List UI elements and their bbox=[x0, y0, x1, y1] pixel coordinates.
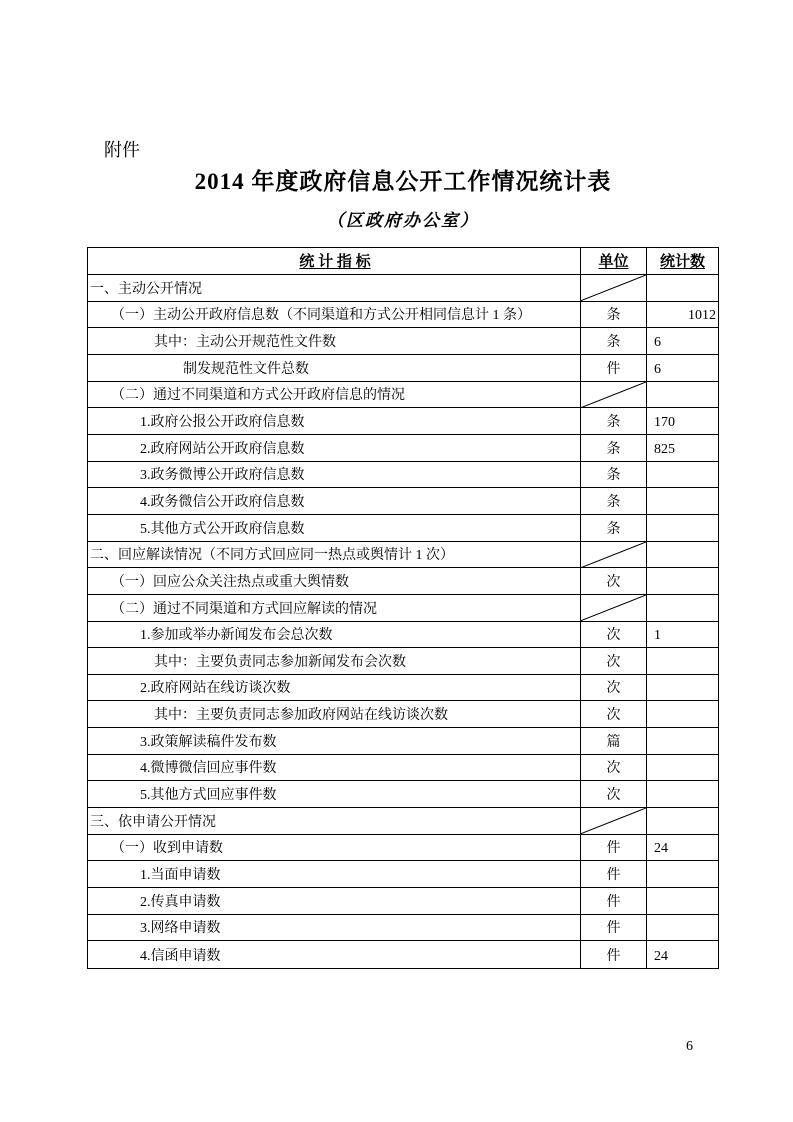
diagonal-slash bbox=[581, 595, 646, 621]
row-value bbox=[647, 382, 718, 409]
row-unit: 次 bbox=[581, 781, 647, 808]
row-unit: 件 bbox=[581, 888, 647, 915]
row-value bbox=[647, 542, 718, 569]
row-value bbox=[647, 648, 718, 675]
row-label: 2.传真申请数 bbox=[88, 888, 581, 915]
table-header-indicator-text: 统 计 指 标 bbox=[299, 254, 371, 270]
row-label: 2.政府网站在线访谈次数 bbox=[88, 675, 581, 702]
row-unit: 条 bbox=[581, 302, 647, 329]
row-unit: 次 bbox=[581, 701, 647, 728]
row-unit: 条 bbox=[581, 328, 647, 355]
row-unit: 次 bbox=[581, 622, 647, 649]
row-label: 1.当面申请数 bbox=[88, 861, 581, 888]
row-value: 6 bbox=[647, 328, 718, 355]
row-unit: 次 bbox=[581, 568, 647, 595]
row-label: 4.微博微信回应事件数 bbox=[88, 755, 581, 782]
row-label: 2.政府网站公开政府信息数 bbox=[88, 435, 581, 462]
row-label: 5.其他方式回应事件数 bbox=[88, 781, 581, 808]
row-label: 4.信函申请数 bbox=[88, 941, 581, 968]
row-label: 4.政务微信公开政府信息数 bbox=[88, 488, 581, 515]
row-value bbox=[647, 275, 718, 302]
row-unit: 次 bbox=[581, 755, 647, 782]
row-unit bbox=[581, 382, 647, 409]
row-label: 一、主动公开情况 bbox=[88, 275, 581, 302]
row-label: 其中：主动公开规范性文件数 bbox=[88, 328, 581, 355]
row-label: 制发规范性文件总数 bbox=[88, 355, 581, 382]
row-value: 24 bbox=[647, 835, 718, 862]
row-unit: 件 bbox=[581, 915, 647, 942]
row-value: 825 bbox=[647, 435, 718, 462]
diagonal-slash bbox=[581, 275, 646, 301]
row-label: （一）收到申请数 bbox=[88, 835, 581, 862]
row-value: 24 bbox=[654, 949, 668, 964]
row-label: 3.政务微博公开政府信息数 bbox=[88, 462, 581, 489]
row-unit: 条 bbox=[581, 408, 647, 435]
row-value bbox=[647, 462, 718, 489]
row-unit: 件 bbox=[581, 941, 647, 968]
diagonal-slash bbox=[581, 808, 646, 834]
row-label: （一）主动公开政府信息数（不同渠道和方式公开相同信息计 1 条） bbox=[88, 302, 581, 329]
row-value bbox=[647, 568, 718, 595]
row-value: 1 bbox=[647, 622, 718, 649]
table-header-unit bbox=[581, 248, 647, 275]
row-value: 6 bbox=[647, 355, 718, 382]
row-label: （二）通过不同渠道和方式回应解读的情况 bbox=[88, 595, 581, 622]
row-value bbox=[647, 755, 718, 782]
table-header-indicator bbox=[88, 248, 581, 275]
row-value: 170 bbox=[647, 408, 718, 435]
row-label: （一）回应公众关注热点或重大舆情数 bbox=[88, 568, 581, 595]
row-value bbox=[647, 728, 718, 755]
row-unit: 次 bbox=[581, 648, 647, 675]
row-unit: 条 bbox=[581, 515, 647, 542]
page-title: 2014 年度政府信息公开工作情况统计表 bbox=[194, 169, 612, 194]
row-label: 3.网络申请数 bbox=[88, 915, 581, 942]
row-label: 其中：主要负责同志参加政府网站在线访谈次数 bbox=[88, 701, 581, 728]
table-header-unit-text: 单位 bbox=[598, 254, 629, 270]
row-unit: 条 bbox=[581, 488, 647, 515]
row-value bbox=[647, 701, 718, 728]
row-value bbox=[647, 781, 718, 808]
diagonal-slash bbox=[581, 542, 646, 568]
page-number: 6 bbox=[686, 1039, 693, 1054]
row-value bbox=[647, 595, 718, 622]
row-unit bbox=[581, 275, 647, 302]
row-unit: 件 bbox=[581, 861, 647, 888]
row-label: （二）通过不同渠道和方式公开政府信息的情况 bbox=[88, 382, 581, 409]
stats-table bbox=[87, 247, 719, 969]
row-value bbox=[647, 888, 718, 915]
row-label: 1.参加或举办新闻发布会总次数 bbox=[88, 622, 581, 649]
row-label: 1.政府公报公开政府信息数 bbox=[88, 408, 581, 435]
row-label: 其中：主要负责同志参加新闻发布会次数 bbox=[88, 648, 581, 675]
row-unit: 件 bbox=[581, 355, 647, 382]
row-label: 三、依申请公开情况 bbox=[88, 808, 581, 835]
table-header-count bbox=[647, 248, 718, 275]
row-value bbox=[647, 488, 718, 515]
row-unit: 条 bbox=[581, 462, 647, 489]
row-unit: 次 bbox=[581, 675, 647, 702]
page-subtitle: （区政府办公室） bbox=[327, 211, 479, 230]
row-value bbox=[647, 675, 718, 702]
row-unit bbox=[581, 808, 647, 835]
row-label: 3.政策解读稿件发布数 bbox=[88, 728, 581, 755]
row-label: 二、回应解读情况（不同方式回应同一热点或舆情计 1 次） bbox=[88, 542, 581, 569]
row-unit: 件 bbox=[581, 835, 647, 862]
row-value bbox=[647, 915, 718, 942]
table-header-count-text: 统计数 bbox=[659, 254, 705, 270]
row-value bbox=[647, 515, 718, 542]
row-unit: 条 bbox=[581, 435, 647, 462]
row-value bbox=[647, 808, 718, 835]
row-label: 5.其他方式公开政府信息数 bbox=[88, 515, 581, 542]
row-unit bbox=[581, 595, 647, 622]
row-unit bbox=[581, 542, 647, 569]
row-unit: 篇 bbox=[581, 728, 647, 755]
diagonal-slash bbox=[581, 382, 646, 408]
attachment-label: 附件 bbox=[104, 140, 140, 160]
row-value bbox=[647, 861, 718, 888]
row-value: 1012 bbox=[647, 302, 718, 329]
